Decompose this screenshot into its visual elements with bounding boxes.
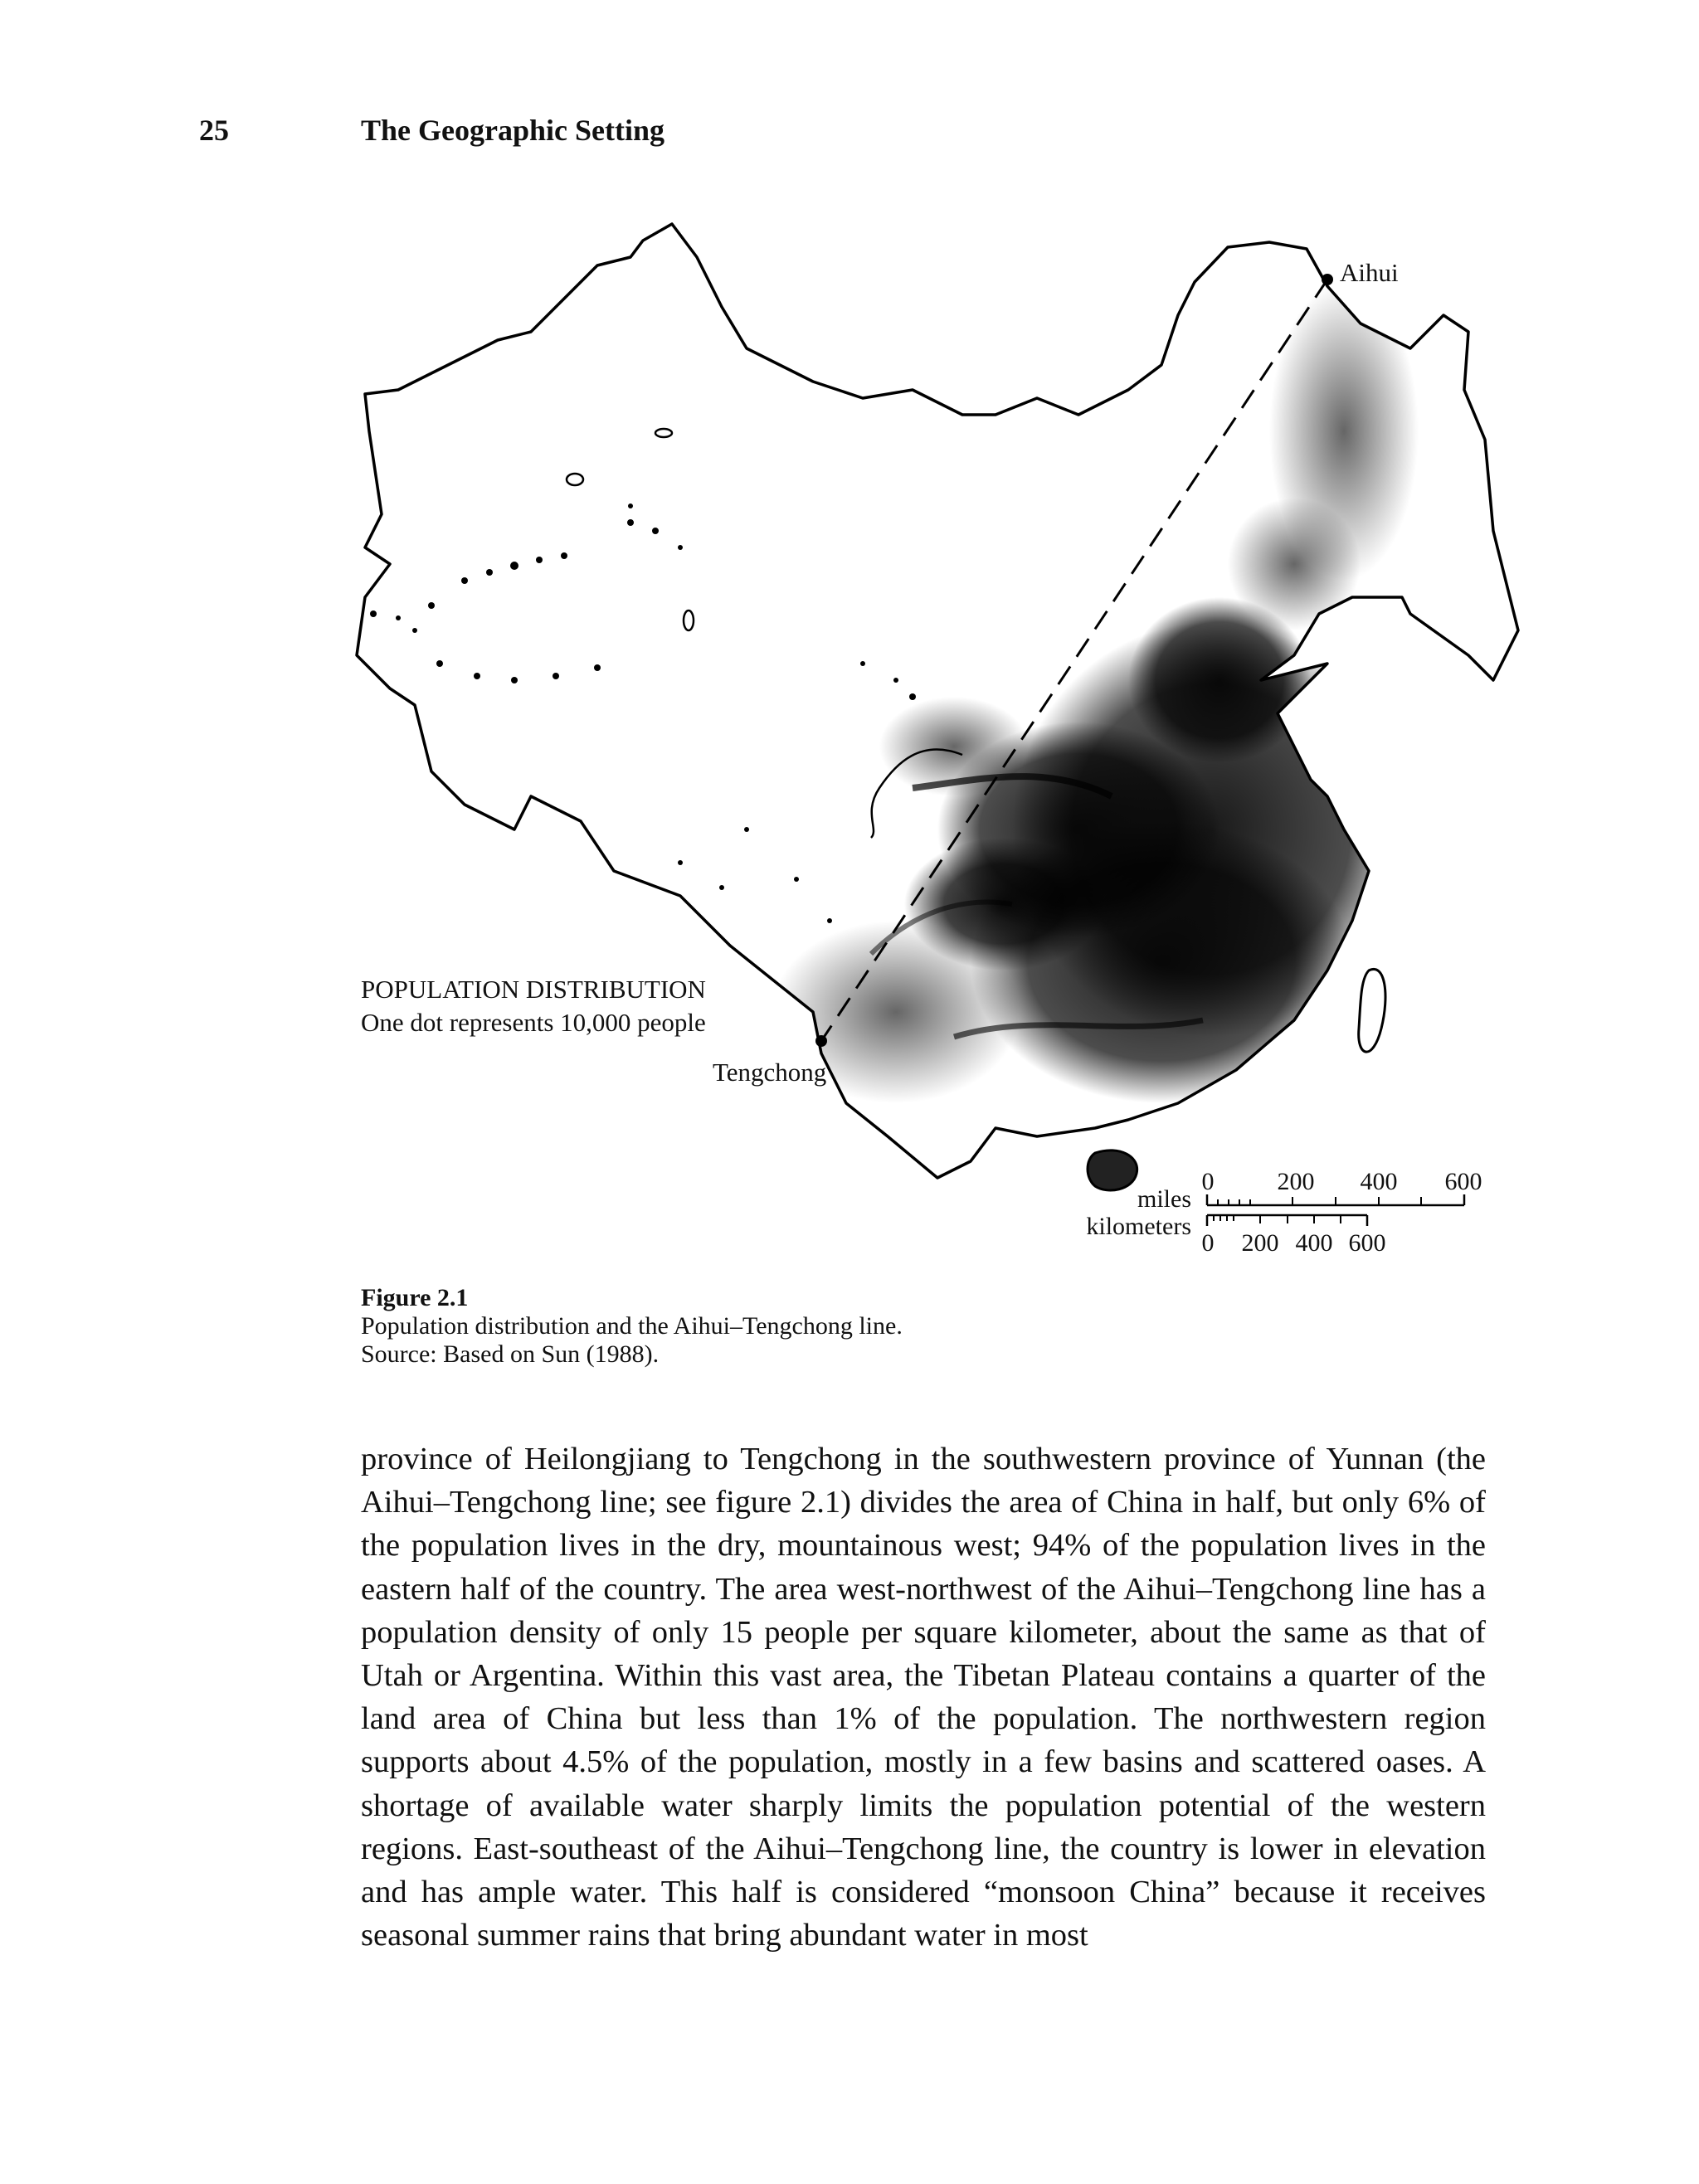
km-tick-200: 200: [1241, 1229, 1279, 1257]
miles-tick-600: 600: [1444, 1168, 1482, 1195]
body-text: [361, 1437, 1486, 1957]
figure-source: Source: Based on Sun (1988).: [361, 1340, 660, 1368]
page-number: 25: [199, 114, 229, 147]
scale-bar: [1086, 1168, 1482, 1257]
western-population-dots: [370, 503, 916, 923]
figure-number: Figure 2.1: [361, 1284, 469, 1311]
tengchong-point: [815, 1035, 827, 1047]
taiwan-island: [1359, 969, 1385, 1052]
tengchong-label: Tengchong: [713, 1058, 827, 1087]
body-paragraph: province of Heilongjiang to Tengchong in the southwestern province of Yunnan (the Aihui–Tengchong line; see figure 2.1) divides the area of China in half, but only 6% of the population lives in the dry, mountainous west; 94% of the population lives in the eastern half of the country. The area west-northwest of the Aihui–Tengchong line has a population density of only 15 people per square kilometer, about the same as that of Utah or Argentina. Within this vast area, the Tibetan Plateau contains a quarter of the land area of China but less than 1% of the population. The northwestern region supports about 4.5% of the population, mostly in a few basins and scattered oases. A shortage of available water sharply limits the population potential of the western regions. East-southeast of the Aihui–Tengchong line, the country is lower in elevation and has ample water. This half is considered “monsoon China” because it receives seasonal summer rains that bring abundant water in most: [361, 1442, 1486, 1953]
miles-tick-200: 200: [1277, 1168, 1315, 1195]
miles-tick-400: 400: [1360, 1168, 1398, 1195]
figure-caption: [361, 1284, 1108, 1369]
running-head: The Geographic Setting: [361, 114, 665, 147]
miles-tick-0: 0: [1201, 1168, 1215, 1195]
legend-subtitle: One dot represents 10,000 people: [361, 1008, 706, 1037]
figure-description: Population distribution and the Aihui–Tengchong line.: [361, 1312, 903, 1340]
aihui-point: [1322, 274, 1333, 285]
km-tick-400: 400: [1295, 1229, 1333, 1257]
aihui-label: Aihui: [1340, 258, 1399, 287]
hainan-island: [1088, 1150, 1137, 1190]
km-tick-600: 600: [1348, 1229, 1386, 1257]
lake-1: [655, 429, 672, 437]
map-legend: [361, 973, 706, 1039]
lake-2: [567, 474, 583, 485]
legend-title: POPULATION DISTRIBUTION: [361, 975, 706, 1004]
miles-label: miles: [1137, 1185, 1191, 1213]
km-tick-0: 0: [1201, 1229, 1215, 1257]
kilometers-label: kilometers: [1086, 1213, 1191, 1240]
lake-3: [684, 610, 694, 630]
